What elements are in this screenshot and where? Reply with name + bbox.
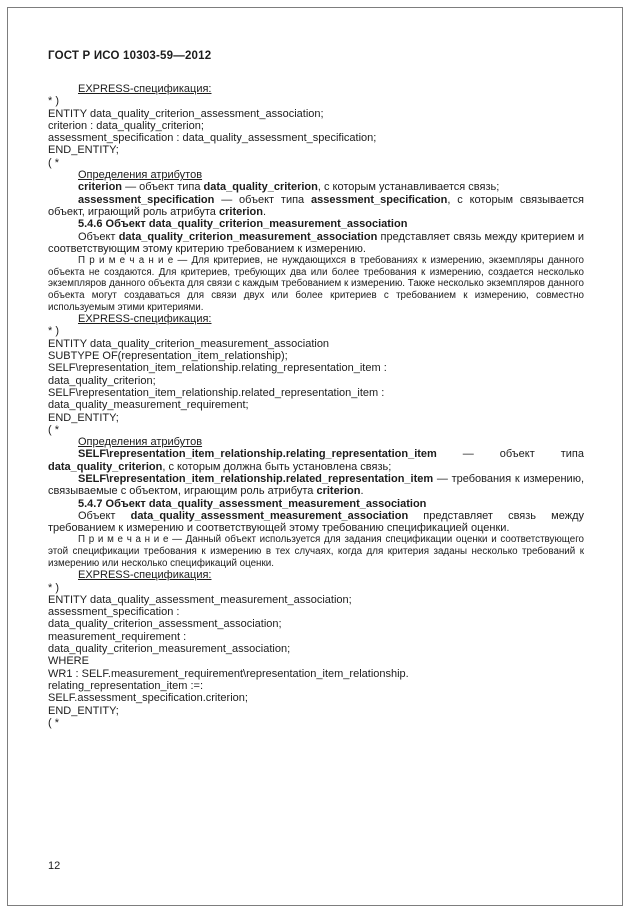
section-heading-underlined: [48, 436, 584, 448]
code-line: [48, 399, 584, 411]
note-paragraph: [48, 534, 584, 569]
code-line: [48, 375, 584, 387]
text-run: WHERE: [48, 655, 89, 668]
clause-heading: [48, 218, 584, 230]
text-run: SELF\representation_item_relationship.related_representation_item :: [48, 386, 385, 399]
text-run: data_quality_measurement_requirement;: [48, 399, 249, 412]
code-line: [48, 144, 584, 156]
text-run: , с которым связывается объект, играющий роль атрибута: [48, 193, 584, 218]
code-line: [48, 350, 584, 362]
code-line: [48, 95, 584, 107]
text-run: ( *: [48, 423, 59, 436]
code-line: [48, 655, 584, 667]
code-line: [48, 157, 584, 169]
text-run: SELF\representation_item_relationship.related_representation_item: [78, 472, 434, 485]
text-run: relating_representation_item :=:: [48, 679, 204, 692]
code-line: [48, 582, 584, 594]
code-line: [48, 338, 584, 350]
code-line: [48, 692, 584, 704]
text-run: ENTITY data_quality_assessment_measurement_association;: [48, 593, 352, 606]
text-run: * ): [48, 95, 59, 108]
code-line: [48, 108, 584, 120]
text-run: .: [263, 205, 267, 218]
code-line: [48, 387, 584, 399]
text-run: SELF.assessment_specification.criterion;: [48, 692, 248, 705]
text-run: data_quality_criterion_assessment_association;: [48, 618, 282, 631]
paragraph: [48, 194, 584, 219]
code-line: [48, 120, 584, 132]
section-heading-underlined: [48, 313, 584, 325]
paragraph: [48, 510, 584, 535]
section-heading-underlined: [48, 83, 584, 95]
code-line: [48, 717, 584, 729]
text-run: представляет связь между требованием к измерению и соответствующей этому требованию спецификацией оценки.: [48, 509, 584, 535]
text-run: data_quality_assessment_measurement_association: [130, 509, 409, 522]
text-run: END_ENTITY;: [48, 144, 119, 157]
text-run: data_quality_criterion: [203, 181, 318, 194]
text-run: criterion: [218, 205, 263, 218]
code-line: [48, 631, 584, 643]
text-run: * ): [48, 325, 59, 338]
code-line: [48, 668, 584, 680]
text-run: ( *: [48, 716, 59, 729]
text-run: ( *: [48, 156, 59, 169]
text-run: WR1 : SELF.measurement_requirement\representation_item_relationship.: [48, 667, 409, 680]
running-header-title: ГОСТ Р ИСО 10303-59—2012: [48, 50, 212, 62]
code-line: [48, 680, 584, 692]
text-run: END_ENTITY;: [48, 704, 119, 717]
document-content: [48, 83, 584, 729]
text-run: Объект: [78, 509, 131, 522]
text-run: Объект: [78, 230, 119, 243]
code-line: [48, 325, 584, 337]
text-run: EXPRESS-спецификация:: [78, 569, 212, 582]
text-run: П р и м е ч а н и е — Для критериев, не нуждающихся в требованиях к измерению, экземпляры данного объекта не создаются. Для критериев, требующих два или более требования к измерению, создается несколько экземпляров данного объекта для связи с каждым требованием к измерению. Также несколько экземпляров данного объекта могут создаваться для связи двух или более критериев с требованием к измерению, совместно используемым этими критериями.: [48, 255, 584, 313]
text-run: , с которым устанавливается связь;: [317, 181, 500, 194]
text-run: SELF\representation_item_relationship.relating_representation_item :: [48, 362, 387, 375]
text-run: 5.4.6 Объект data_quality_criterion_measurement_association: [78, 218, 408, 231]
text-run: SELF\representation_item_relationship.relating_representation_item: [78, 448, 437, 461]
text-run: data_quality_criterion_measurement_association: [118, 230, 378, 243]
text-run: — объект типа: [436, 448, 584, 461]
text-run: criterion: [78, 181, 123, 194]
text-run: 5.4.7 Объект data_quality_assessment_measurement_association: [78, 497, 427, 510]
text-run: criterion: [316, 485, 361, 498]
text-run: assessment_specification: [78, 193, 215, 206]
code-line: [48, 643, 584, 655]
paragraph: [48, 231, 584, 256]
text-run: END_ENTITY;: [48, 411, 119, 424]
clause-heading: [48, 498, 584, 510]
text-run: measurement_requirement :: [48, 630, 187, 643]
code-line: [48, 362, 584, 374]
code-line: [48, 594, 584, 606]
text-run: EXPRESS-спецификация:: [78, 83, 212, 95]
paragraph: [48, 473, 584, 498]
text-run: Определения атрибутов: [78, 169, 203, 182]
text-run: Определения атрибутов: [78, 436, 203, 449]
text-run: criterion : data_quality_criterion;: [48, 119, 204, 132]
text-run: , с которым должна быть установлена связь;: [162, 460, 392, 473]
text-run: П р и м е ч а н и е — Данный объект используется для задания спецификации оценки и соответствующего этой спецификации требования к измерению в тех случаях, когда для критерия заданы несколько требований к измерению или несколько спецификаций оценки.: [48, 534, 584, 569]
code-line: [48, 424, 584, 436]
code-line: [48, 606, 584, 618]
section-heading-underlined: [48, 169, 584, 181]
text-run: assessment_specification : data_quality_assessment_specification;: [48, 132, 377, 145]
code-line: [48, 412, 584, 424]
text-run: .: [360, 485, 364, 498]
text-run: data_quality_criterion;: [48, 374, 156, 387]
text-run: EXPRESS-спецификация:: [78, 313, 212, 326]
text-run: * ): [48, 581, 59, 594]
text-run: data_quality_criterion_measurement_association;: [48, 643, 291, 656]
section-heading-underlined: [48, 569, 584, 581]
text-run: data_quality_criterion: [48, 460, 163, 473]
text-run: ENTITY data_quality_criterion_assessment_association;: [48, 107, 324, 120]
code-line: [48, 618, 584, 630]
code-line: [48, 705, 584, 717]
text-run: assessment_specification :: [48, 606, 180, 619]
paragraph: [48, 181, 584, 193]
code-line: [48, 132, 584, 144]
note-paragraph: [48, 255, 584, 313]
text-run: ENTITY data_quality_criterion_measurement_association: [48, 337, 330, 350]
text-run: assessment_specification: [311, 193, 448, 206]
text-run: SUBTYPE OF(representation_item_relationship);: [48, 350, 288, 363]
text-run: — требования к измерению, связываемые с объектом, играющим роль атрибута: [48, 472, 584, 498]
text-run: представляет связь между критерием и соответствующим этому критерию требованием к измерению.: [48, 230, 585, 255]
text-run: — объект типа: [122, 181, 204, 194]
paragraph: [48, 448, 584, 473]
text-run: — объект типа: [214, 193, 312, 206]
page-number: 12: [48, 860, 61, 872]
